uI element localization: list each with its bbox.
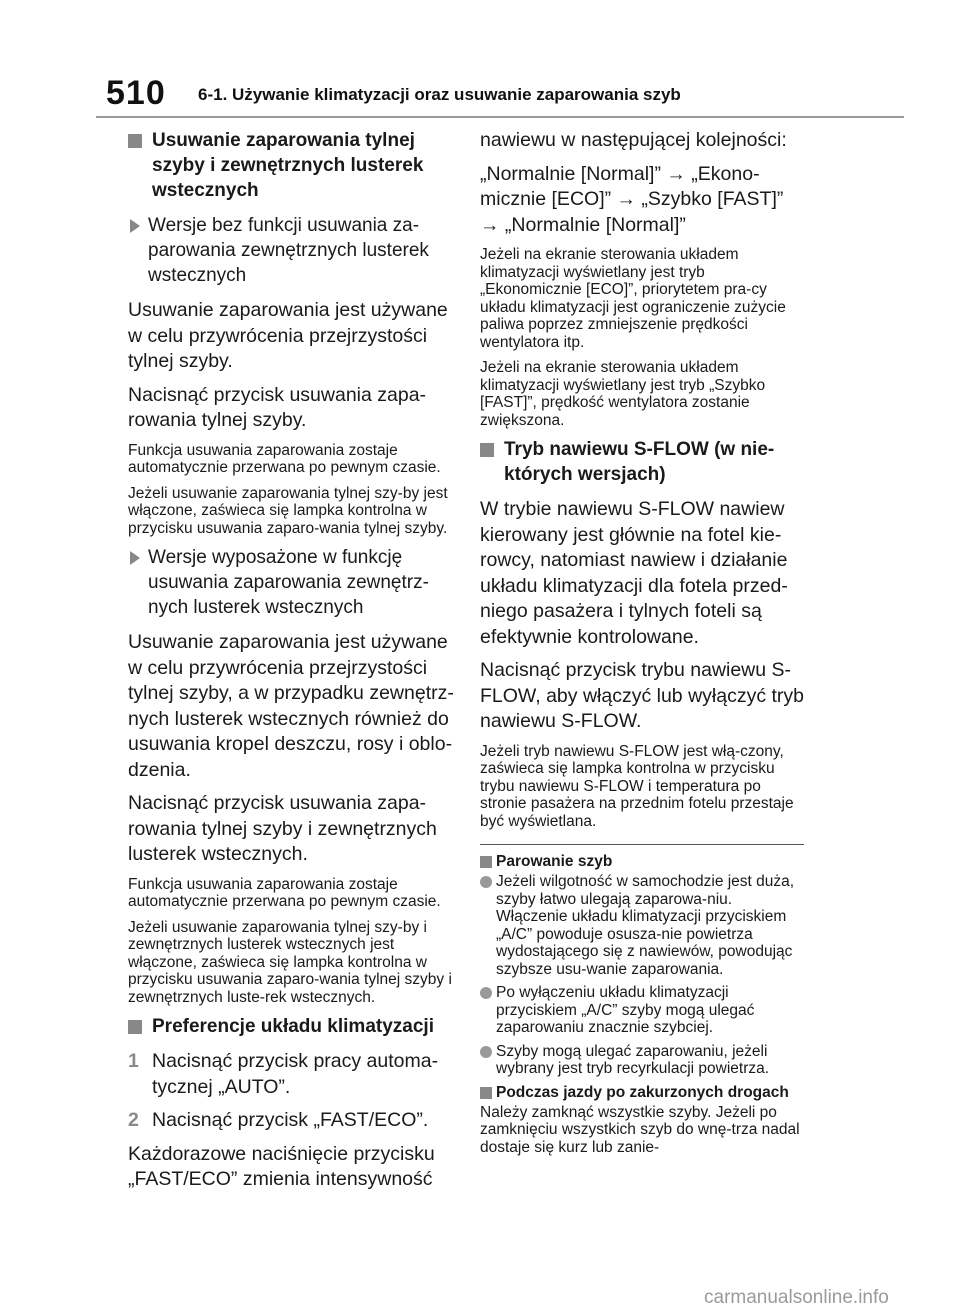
- circle-bullet-icon: [480, 1046, 492, 1058]
- section-heading: Preferencje układu klimatyzacji: [128, 1014, 456, 1039]
- step-number: 1: [128, 1050, 139, 1072]
- small-note: Jeżeli usuwanie zaparowania tylnej szy-by i zewnętrznych lusterek wstecznych jest włączone, zaświeca się lampka kontrolna w przycisku usuwania zaparo-wania tylnej szyby i zewnętrznych luste-rek wstecznych.: [128, 918, 452, 1006]
- small-note: Jeżeli na ekranie sterowania układem klimatyzacji wyświetlany jest tryb „Szybko [FAST]”, prędkość wentylatora zostanie zwiększona.: [480, 359, 766, 429]
- left-column: [128, 128, 456, 1201]
- square-bullet-icon: [480, 443, 494, 457]
- paragraph: Nacisnąć przycisk usuwania zapa-rowania tylnej szyby i zewnętrznych lusterek wstecznych.: [128, 792, 437, 865]
- square-bullet-icon: [128, 1020, 142, 1034]
- list-item: Jeżeli wilgotność w samochodzie jest duża, szyby łatwo ulegają zaparowa-niu. Włączenie układu klimatyzacji przyciskiem „A/C” powoduje osusza-nie powietrza wydostającego się z nawiewów, powodując szybsze usu-wanie zaparowania.: [480, 873, 804, 978]
- square-bullet-icon: [480, 1087, 492, 1099]
- step-item: 1 Nacisnąć przycisk pracy automa-tycznej „AUTO”.: [128, 1050, 439, 1098]
- section-heading: Usuwanie zaparowania tylnej szyby i zewnętrznych lusterek wstecznych: [128, 128, 456, 203]
- paragraph: Każdorazowe naciśnięcie przycisku „FAST/ECO” zmienia intensywność: [128, 1142, 435, 1190]
- paragraph: W trybie nawiewu S-FLOW nawiew kierowany jest głównie na fotel kie-rowcy, natomiast nawiew i działanie układu klimatyzacji dla fotela przed-niego pasażera i tylnych foteli są efektywnie kontrolowane.: [480, 498, 788, 648]
- paragraph: Usuwanie zaparowania jest używane w celu przywrócenia przejrzystości tylnej szyby.: [128, 299, 448, 372]
- section-divider: [480, 844, 804, 845]
- step-number: 2: [128, 1109, 139, 1131]
- square-bullet-icon: [128, 134, 142, 148]
- page-number: 510: [106, 74, 166, 112]
- paragraph: „Normalnie [Normal]” → „Ekono-micznie [ECO]” → „Szybko [FAST]” → „Normalnie [Normal]”: [480, 162, 784, 236]
- small-note: Funkcja usuwania zaparowania zostaje automatycznie przerwana po pewnym czasie.: [128, 875, 441, 910]
- list-item: Po wyłączeniu układu klimatyzacji przyciskiem „A/C” szyby mogą ulegać zaparowaniu znacznie szybciej.: [480, 984, 804, 1037]
- list-item: Szyby mogą ulegać zaparowaniu, jeżeli wybrany jest tryb recyrkulacji powietrza.: [480, 1043, 804, 1078]
- paragraph: Należy zamknąć wszystkie szyby. Jeżeli po zamknięciu wszystkich szyb do wnę-trza nadal dostaje się kurz lub zanie-: [480, 1103, 800, 1156]
- chapter-title: 6-1. Używanie klimatyzacji oraz usuwanie zaparowania szyb: [198, 85, 681, 104]
- small-note: Jeżeli tryb nawiewu S-FLOW jest włą-czony, zaświeca się lampka kontrolna w przycisku trybu nawiewu S-FLOW i temperatura po stronie pasażera na przednim fotelu przestaje być wyświetlana.: [480, 742, 794, 830]
- small-note: Funkcja usuwania zaparowania zostaje automatycznie przerwana po pewnym czasie.: [128, 441, 441, 476]
- page-header: [0, 0, 960, 118]
- subsection-heading: Wersje bez funkcji usuwania za-parowania zewnętrznych lusterek wstecznych: [128, 213, 456, 288]
- paragraph: Nacisnąć przycisk usuwania zapa-rowania tylnej szyby.: [128, 383, 427, 431]
- triangle-bullet-icon: [130, 551, 140, 565]
- right-column: [480, 128, 804, 1156]
- step-item: 2 Nacisnąć przycisk „FAST/ECO”.: [128, 1108, 456, 1134]
- watermark: carmanualsonline.info: [704, 1287, 889, 1308]
- paragraph: nawiewu w następującej kolejności:: [480, 129, 787, 151]
- small-note: Jeżeli na ekranie sterowania układem klimatyzacji wyświetlany jest tryb „Ekonomicznie [ECO]”, priorytetem pra-cy układu klimatyzacji jest ograniczenie zużycie paliwa poprzez zmniejszenie prędkości wentylatora itp.: [480, 246, 786, 351]
- paragraph: Nacisnąć przycisk trybu nawiewu S-FLOW, aby włączyć lub wyłączyć tryb nawiewu S-FLOW.: [480, 659, 804, 732]
- header-rule: [96, 116, 904, 118]
- section-heading: Tryb nawiewu S-FLOW (w nie-których wersjach): [480, 437, 804, 487]
- small-note: Jeżeli usuwanie zaparowania tylnej szy-by jest włączone, zaświeca się lampka kontrolna w przycisku usuwania zaparo-wania tylnej szyby.: [128, 484, 448, 537]
- paragraph: Usuwanie zaparowania jest używane w celu przywrócenia przejrzystości tylnej szyby, a w przypadku zewnętrz-nych lusterek wstecznych również do usuwania kropel deszczu, rosy i oblo-dzenia.: [128, 631, 454, 781]
- subsection-heading: Wersje wyposażone w funkcję usuwania zaparowania zewnętrz-nych lusterek wstecznych: [128, 545, 456, 620]
- circle-bullet-icon: [480, 876, 492, 888]
- note-heading: Podczas jazdy po zakurzonych drogach: [480, 1084, 804, 1102]
- circle-bullet-icon: [480, 987, 492, 999]
- triangle-bullet-icon: [130, 219, 140, 233]
- note-heading: Parowanie szyb: [480, 853, 804, 871]
- square-bullet-icon: [480, 856, 492, 868]
